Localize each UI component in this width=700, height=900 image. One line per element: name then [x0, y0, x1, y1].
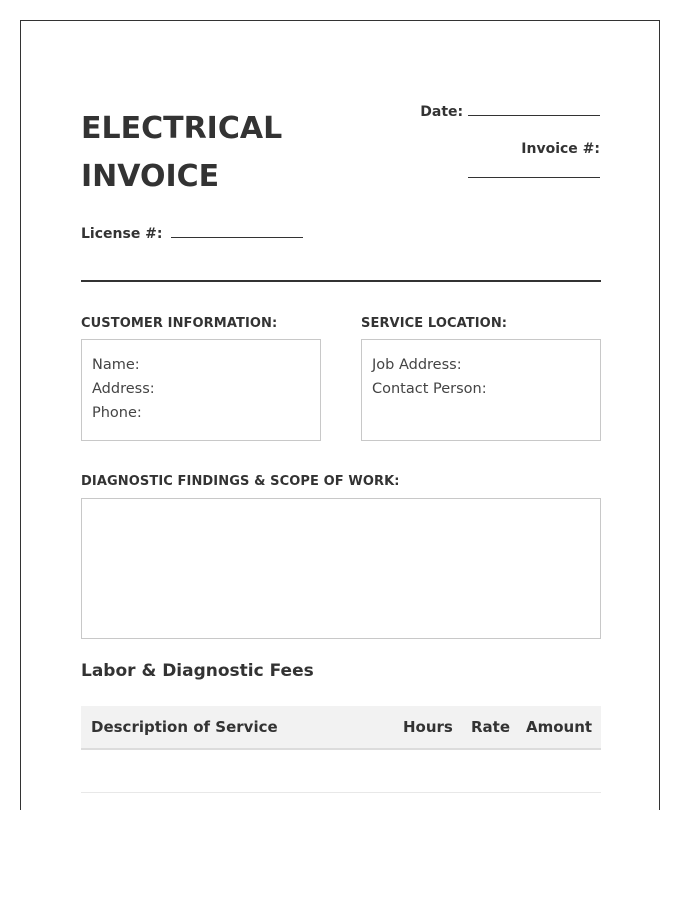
header-divider	[81, 280, 601, 282]
license-row	[81, 223, 303, 242]
title-line-2: INVOICE	[81, 159, 220, 194]
customer-name-field: Name:	[92, 357, 140, 373]
invoice-number-field[interactable]	[468, 163, 600, 182]
invoice-title	[81, 105, 341, 201]
invoice-page	[20, 20, 660, 810]
column-rate: Rate	[471, 718, 511, 736]
job-address-field: Job Address:	[372, 357, 462, 373]
fees-heading: Labor & Diagnostic Fees	[81, 661, 314, 681]
date-field[interactable]	[468, 101, 600, 116]
scope-of-work-box[interactable]	[81, 498, 601, 639]
scope-label: DIAGNOSTIC FINDINGS & SCOPE OF WORK:	[81, 474, 400, 489]
license-label: License #:	[81, 226, 163, 242]
customer-phone-field: Phone:	[92, 405, 142, 421]
service-location-box[interactable]	[361, 339, 601, 441]
invoice-number-line	[468, 163, 600, 178]
date-label: Date:	[420, 104, 464, 120]
invoice-number-label: Invoice #:	[521, 141, 600, 157]
date-row	[420, 101, 600, 120]
column-hours: Hours	[403, 718, 453, 736]
contact-person-field: Contact Person:	[372, 381, 487, 397]
title-line-1: ELECTRICAL	[81, 111, 283, 146]
fees-table	[81, 706, 601, 793]
license-field[interactable]	[171, 223, 303, 238]
customer-info-box[interactable]	[81, 339, 321, 441]
fees-table-header	[81, 706, 601, 750]
column-amount: Amount	[526, 718, 593, 736]
customer-address-field: Address:	[92, 381, 155, 397]
table-row[interactable]	[81, 750, 601, 793]
column-description: Description of Service	[91, 718, 278, 736]
service-location-label: SERVICE LOCATION:	[361, 316, 508, 331]
customer-info-label: CUSTOMER INFORMATION:	[81, 316, 278, 331]
